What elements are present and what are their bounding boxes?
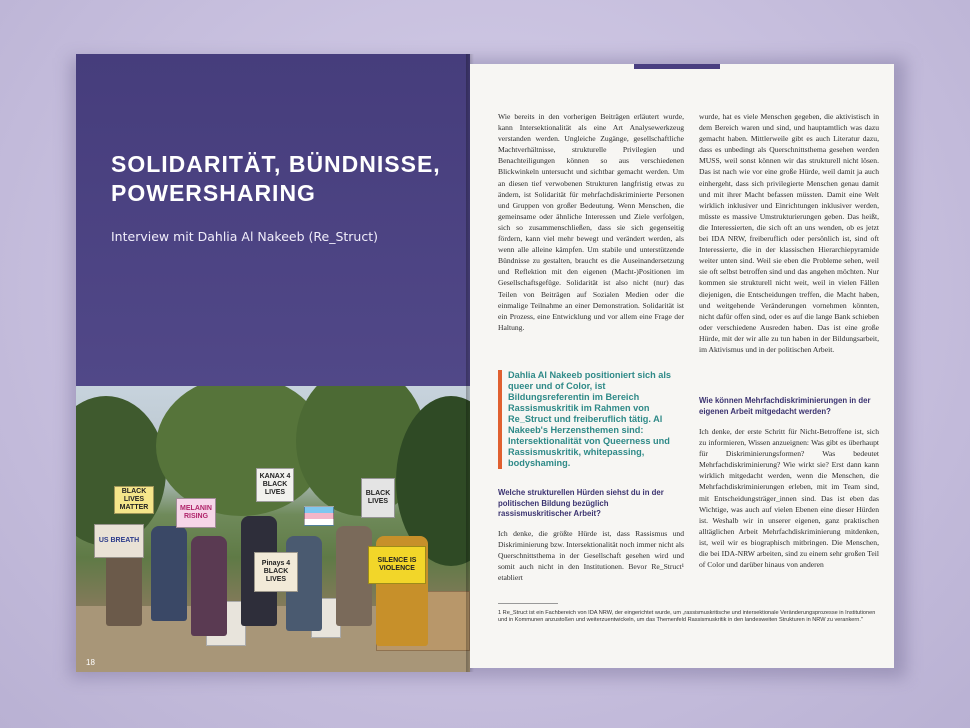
footnote-divider xyxy=(498,603,558,604)
interview-question-2: Wie können Mehrfachdiskriminierungen in der eigenen Arbeit mitgedacht werden? xyxy=(699,396,871,416)
left-page xyxy=(76,54,470,672)
protest-photo xyxy=(76,386,470,672)
protest-sign: BLACK LIVES xyxy=(361,478,395,518)
protest-sign: KANAX 4 BLACK LIVES xyxy=(256,468,294,502)
protest-sign: MELANIN RISING xyxy=(176,498,216,528)
body-text-col2-para2: Ich denke, der erste Schritt für Nicht-Betroffene ist, sich zu informieren, Wissen anzueignen: Was gibt es überhaupt für Diskriminierungsformen? Was bedeutet Mehrfachdiskriminierung? Wie wirkt sie? Erst dann kann wirklich mitgedacht werden, wenn die Menschen, die Mehrfachdiskriminierungen erleben, mit im Team sind, mit Entscheidungsträger_innen sind. Das ist eben das Wichtige, was auch auf vielen Ebenen eine dieser Hürden ist. Weshalb wir in unserer eigenen, ganz praktischen alltäglichen Arbeit Mehrfachdiskriminierung mitdenken, ist, weil wir es biographisch mitbringen. Die Menschen, die bei IDA-NRW arbeiten, sind zu einem sehr großen Teil of Color und darüber hinaus von anderen xyxy=(699,427,879,570)
right-page xyxy=(470,64,894,668)
body-text-col1-para2: Ich denke, die größte Hürde ist, dass Rassismus und Diskriminierung bzw. Intersektionalität noch immer nicht als Querschnittsthema in der Gesellschaft gesehen wird und somit auch nicht in den Institutionen. Bevor Re_Struct¹ etabliert xyxy=(498,529,684,583)
article-subtitle: Interview mit Dahlia Al Nakeeb (Re_Struct) xyxy=(111,229,378,244)
protest-sign: US BREATH xyxy=(94,524,144,558)
title-line-2: POWERSHARING xyxy=(111,180,316,206)
title-line-1: SOLIDARITÄT, BÜNDNISSE, xyxy=(111,151,441,177)
person xyxy=(336,526,372,626)
person xyxy=(151,526,187,621)
article-title xyxy=(111,150,451,208)
bio-callout: Dahlia Al Nakeeb positioniert sich als queer und of Color, ist Bildungsreferentin im Bereich Rassismuskritik im Rahmen von Re_Struct und freiberuflich tätig. Al Nakeeb's Herzensthemen sind: Intersektionalität von Queerness und Rassismuskritik, whitepassing, bodyshaming. xyxy=(498,370,684,469)
interview-question-1: Welche strukturellen Hürden siehst du in der politischen Bildung bezüglich rassismuskritischer Arbeit? xyxy=(498,488,664,518)
footnote: 1 Re_Struct ist ein Fachbereich von IDA NRW, der eingerichtet wurde, um „rassismuskritische und intersektionale Veränderungsprozesse in Institutionen und in Kommunen anzustoßen und weiterzuentwickeln, um das Themenfeld Rassismuskritik in den landesweiten Strukturen in NRW zu verankern." xyxy=(498,610,876,624)
body-text-col1-para1: Wie bereits in den vorherigen Beiträgen erläutert wurde, kann Intersektionalität als eine Art Analysewerkzeug verstanden werden. Ungleiche Zugänge, gesellschaftliche Machtverhältnisse, strukturelle Privilegien und Benachteiligungen können so aus verschiedenen Blickwinkeln untersucht und sichtbar gemacht werden. Um an diesen tief verwobenen Strukturen langfristig etwas zu ändern, ist Solidarität für mehrfachdiskriminierte Personen und Gruppen von großer Bedeutung. Wenn Menschen, die gemeinsame oder ähnliche Interessen und Ziele verfolgen, sich so zusammenschließen, dass sie sich gegenseitig fördern, kann viel mehr bewegt und verändert werden, als wenn alle alleine kämpfen. Um stabile und unterstützende Bündnisse zu gestalten, braucht es die Auseinandersetzung und Reflektion mit den eigenen (Macht-)Positionen im Gesellschaftsgefüge. Solidarität ist also nicht (nur) das Teilen von Beiträgen auf Sozialen Medien oder die einmalige Teilnahme an einer Demonstration. Solidarität ist ein Prozess, eine Entwicklung und vor allem eine Frage der Haltung. xyxy=(498,112,684,332)
protest-sign: SILENCE IS VIOLENCE xyxy=(368,546,426,584)
page-number: 18 xyxy=(86,658,95,667)
body-text-col2-para1: wurde, hat es viele Menschen gegeben, die aktivistisch in dem Bereich waren und sind, und hauptamtlich was dazu gemacht haben. Mittlerweile gibt es auch Literatur dazu, dass es unbedingt als Querschnittsthema gesehen werden MUSS, weil sonst können wir das strukturell nicht lösen. Das ist nach wie vor eine große Hürde, weil damit ja auch einhergeht, dass sich privilegierte Menschen genau damit und mit ihrer Macht befassen müssten. Damit eine Welt wirklich inklusiver und Einrichtungen inklusiver werden, müsste es massive Umstrukturierungen geben. Das heißt, die Interessierten, die sich oft an uns wenden, ob es jetzt bei IDA NRW, freiberuflich oder persönlich ist, sind oft Interessierte, die in der klassischen Hierarchiepyramide weiter unten sind. Weil sie eben die Probleme sehen, weil sie oft selbst betroffen sind und das angehen möchten. Nur kommen sie strukturell nicht weit, weil in vielen Fällen diejenigen, die Entscheidungen treffen, die Macht haben, und weitgehende Veränderungen vornehmen könnten, nicht dafür offen sind, oder es auf die lange Bank schieben oder verschiedene Ausreden haben. Das ist eine große Hürde, mit der wir alle zu tun haben in der Bildungsarbeit, im Aktivismus und in der politischen Arbeit. xyxy=(699,112,879,354)
protest-sign: BLACK LIVES MATTER xyxy=(114,486,154,514)
top-accent-bar xyxy=(634,64,720,69)
trans-flag xyxy=(304,506,334,526)
title-panel xyxy=(76,54,470,386)
protest-sign: Pinays 4 BLACK LIVES xyxy=(254,552,298,592)
person xyxy=(191,536,227,636)
